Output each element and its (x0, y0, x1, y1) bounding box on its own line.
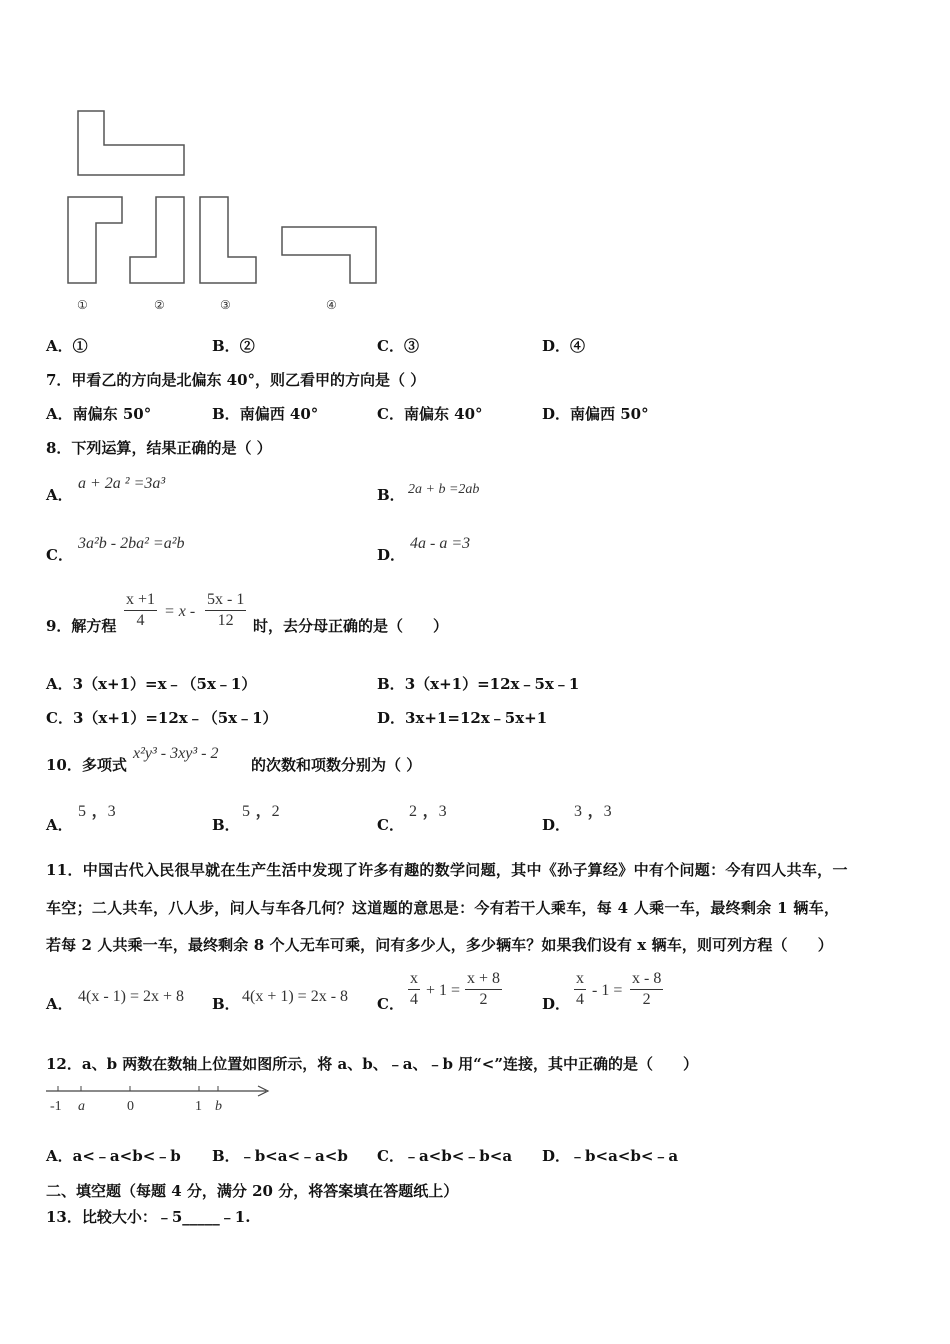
q8-option-b-letter[interactable]: B． (377, 486, 405, 504)
q11-option-c-frac-right-num: x + 8 (465, 970, 502, 990)
q11-option-a-letter[interactable]: A． (46, 995, 73, 1013)
q11-option-d-frac-left-den: 4 (576, 991, 584, 1008)
option-shape-1 (68, 197, 122, 283)
q12-stem: 12．a、b 两数在数轴上位置如图所示，将 a、b、﹣a、﹣b 用“<”连接，其中正确的是（ ） (46, 1055, 698, 1073)
q9-fraction-right-denominator: 12 (217, 612, 234, 629)
q11-option-c-frac-right (465, 970, 502, 1009)
q11-option-a-expr: 4(x - 1) = 2x + 8 (78, 988, 185, 1005)
q10-expr: x²y³ - 3xy³ - 2 (133, 745, 219, 762)
q13-stem: 13．比较大小：﹣5_____﹣1. (46, 1208, 251, 1226)
q10-suffix: 的次数和项数分别为（ ） (251, 756, 422, 774)
q9-suffix: 时，去分母正确的是（ ） (253, 617, 449, 635)
option-shape-3 (200, 197, 256, 283)
q11-option-c-frac-right-den: 2 (479, 991, 488, 1008)
q10-option-b-value: 5 ，2 (242, 801, 280, 820)
q6-option-d[interactable]: D．④ (542, 337, 586, 355)
q12-option-c[interactable]: C．﹣a<b<﹣b<a (377, 1147, 513, 1165)
option-shape-4 (282, 227, 376, 283)
q12-option-a[interactable]: A．a<﹣a<b<﹣b (46, 1147, 181, 1165)
q7-stem: 7．甲看乙的方向是北偏东 40°，则乙看甲的方向是（ ） (46, 371, 426, 389)
q11-line-2: 车空；二人共车，八人步，问人与车各几何？这道题的意思是：今有若干人乘车，每 4 人乘一车，最终剩余 1 辆车， (46, 899, 840, 917)
q11-option-d-frac-right (630, 970, 663, 1009)
q11-option-d-frac-right-num: x - 8 (630, 970, 663, 990)
q11-line-1: 11．中国古代入民很早就在生产生活中发现了许多有趣的数学问题，其中《孙子算经》中有个问题：今有四人共车，一 (46, 861, 848, 879)
q9-fraction-right-numerator: 5x - 1 (205, 591, 246, 611)
q11-option-d-frac-left (574, 970, 586, 1009)
q10-option-c-letter[interactable]: C． (377, 816, 404, 834)
figure-label-2: ② (154, 298, 165, 312)
section-2-title: 二、填空题（每题 4 分，满分 20 分，将答案填在答题纸上） (46, 1182, 459, 1200)
q8-option-d-letter[interactable]: D． (377, 546, 406, 564)
axis-label-one: 1 (195, 1099, 202, 1114)
option-shape-2 (130, 197, 184, 283)
q8-option-a-expr: a + 2a ² =3a³ (78, 475, 166, 492)
q11-option-d-frac-left-num: x (574, 970, 586, 990)
q6-option-a[interactable]: A．① (46, 337, 88, 355)
q11-option-c-mid: + 1 = (426, 982, 461, 999)
q6-option-b[interactable]: B．② (212, 337, 255, 355)
q9-prefix: 9．解方程 (46, 617, 117, 635)
q8-option-a-letter[interactable]: A． (46, 486, 73, 504)
q11-option-d-letter[interactable]: D． (542, 995, 571, 1013)
q11-option-d-mid: - 1 = (592, 982, 623, 999)
q9-fraction-right (205, 591, 246, 630)
three-view-figure (60, 105, 390, 320)
axis-label-b: b (215, 1099, 222, 1114)
axis-label-zero: 0 (127, 1099, 134, 1114)
q7-option-d[interactable]: D．南偏西 50° (542, 405, 649, 423)
q11-option-c-letter[interactable]: C． (377, 995, 404, 1013)
q10-prefix: 10．多项式 (46, 756, 127, 774)
figure-label-4: ④ (326, 298, 337, 312)
q9-option-d[interactable]: D．3x+1=12x﹣5x+1 (377, 709, 548, 727)
q6-option-c[interactable]: C．③ (377, 337, 419, 355)
axis-label-a: a (78, 1099, 85, 1114)
q10-option-b-letter[interactable]: B． (212, 816, 240, 834)
q9-equals: = x - (164, 603, 196, 620)
q8-option-c-expr: 3a²b - 2ba² =a²b (78, 535, 185, 552)
q12-option-b[interactable]: B．﹣b<a<﹣a<b (212, 1147, 348, 1165)
q10-option-d-letter[interactable]: D． (542, 816, 571, 834)
q7-option-b[interactable]: B．南偏西 40° (212, 405, 319, 423)
q11-option-c-frac-left-den: 4 (410, 991, 418, 1008)
q10-option-c-value: 2 ，3 (409, 801, 447, 820)
q9-fraction-left (124, 591, 157, 630)
q10-option-a-letter[interactable]: A． (46, 816, 73, 834)
figure-label-1: ① (77, 298, 88, 312)
q12-option-d[interactable]: D．﹣b<a<b<﹣a (542, 1147, 679, 1165)
q11-option-c-frac-left-num: x (408, 970, 420, 990)
front-view-shape (78, 111, 184, 175)
q11-option-d-frac-right-den: 2 (642, 991, 651, 1008)
q9-fraction-left-numerator: x +1 (124, 591, 157, 611)
q8-option-d-expr: 4a - a =3 (410, 535, 471, 552)
q11-option-c-frac-left (408, 970, 420, 1009)
q8-stem: 8．下列运算，结果正确的是（ ） (46, 439, 272, 457)
q11-option-b-expr: 4(x + 1) = 2x - 8 (242, 988, 349, 1005)
q9-option-a[interactable]: A．3（x+1）=x﹣（5x﹣1） (46, 675, 257, 693)
q11-line-3: 若每 2 人共乘一车，最终剩余 8 个人无车可乘，问有多少人，多少辆车？如果我们设有 x 辆车，则可列方程（ ） (46, 936, 833, 954)
q9-option-b[interactable]: B．3（x+1）=12x﹣5x﹣1 (377, 675, 580, 693)
q8-option-b-expr: 2a + b =2ab (408, 482, 480, 497)
q9-option-c[interactable]: C．3（x+1）=12x﹣（5x﹣1） (46, 709, 278, 727)
q10-option-d-value: 3 ，3 (574, 801, 612, 820)
q7-option-c[interactable]: C．南偏东 40° (377, 405, 483, 423)
axis-label-neg-one: -1 (50, 1099, 62, 1114)
q8-option-c-letter[interactable]: C． (46, 546, 73, 564)
q9-fraction-left-denominator: 4 (136, 612, 145, 629)
q11-option-b-letter[interactable]: B． (212, 995, 240, 1013)
figure-label-3: ③ (220, 298, 231, 312)
q7-option-a[interactable]: A．南偏东 50° (46, 405, 152, 423)
q10-option-a-value: 5 ，3 (78, 801, 116, 820)
